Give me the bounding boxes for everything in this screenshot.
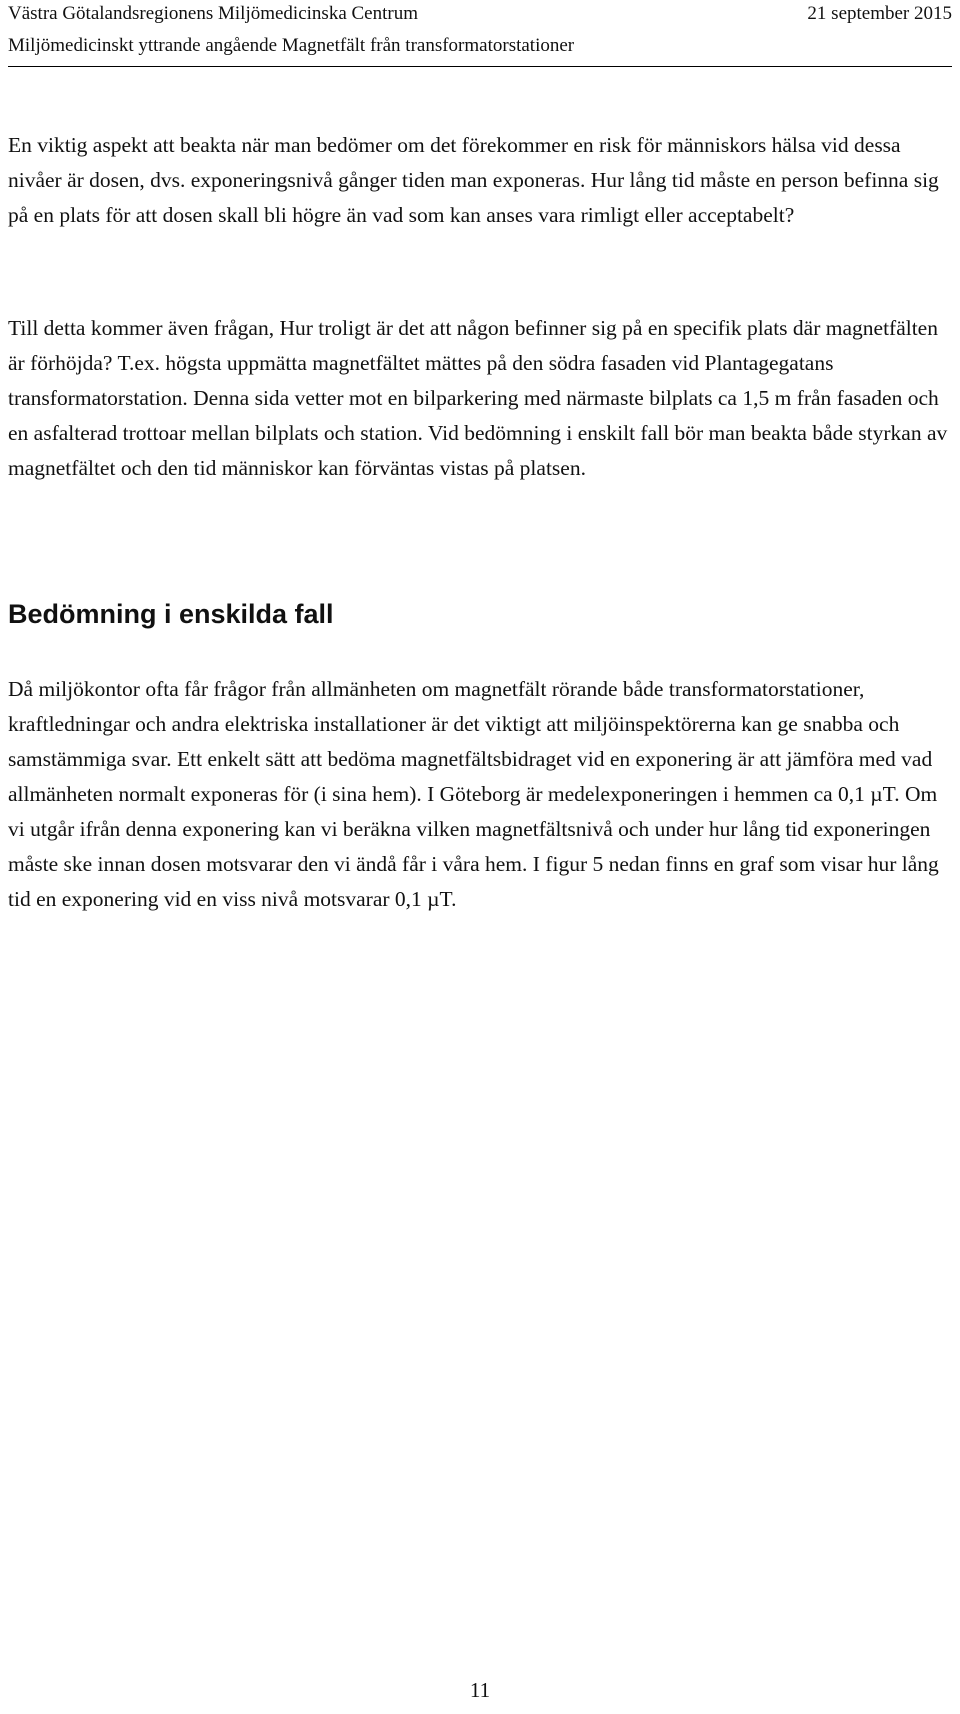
page-number: 11 bbox=[469, 1678, 491, 1702]
header-subtitle: Miljömedicinskt yttrande angående Magnetfält från transformatorstationer bbox=[8, 32, 952, 67]
header-top-row bbox=[8, 0, 952, 28]
header-organization: Västra Götalandsregionens Miljömedicinska Centrum bbox=[8, 3, 418, 24]
paragraph-individual-assessment: Då miljökontor ofta får frågor från allmänheten om magnetfält rörande både transformatorstationer, kraftledningar och andra elektriska installationer är det viktigt att miljöinspektörerna kan ge snabba och samstämmiga svar. Ett enkelt sätt att bedöma magnetfältsbidraget vid en exponering är att jämföra med vad allmänheten normalt exponeras för (i sina hem). I Göteborg är medelexponeringen i hemmen ca 0,1 µT. Om vi utgår ifrån denna exponering kan vi beräkna vilken magnetfältsnivå och under hur lång tid exponeringen måste ske innan dosen motsvarar den vi ändå får i våra hem. I figur 5 nedan finns en graf som visar hur lång tid en exponering vid en viss nivå motsvarar 0,1 µT. bbox=[8, 677, 939, 911]
paragraph-dose-aspect: En viktig aspekt att beakta när man bedömer om det förekommer en risk för människors hälsa vid dessa nivåer är dosen, dvs. exponeringsnivå gånger tiden man exponeras. Hur lång tid måste en person befinna sig på en plats för att dosen skall bli högre än vad som kan anses vara rimligt eller acceptabelt? bbox=[8, 133, 939, 227]
page-header bbox=[8, 0, 952, 67]
paragraph-location-likelihood: Till detta kommer även frågan, Hur troligt är det att någon befinner sig på en specifik plats där magnetfälten är förhöjda? T.ex. högsta uppmätta magnetfältet mättes på den södra fasaden vid Plantagegatans transformatorstation. Denna sida vetter mot en bilparkering med närmaste bilplats ca 1,5 m från fasaden och en asfalterad trottoar mellan bilplats och station. Vid bedömning i enskilt fall bör man beakta både styrkan av magnetfältet och den tid människor kan förväntas vistas på platsen. bbox=[8, 316, 948, 480]
section-heading: Bedömning i enskilda fall bbox=[8, 599, 334, 629]
header-date: 21 september 2015 bbox=[807, 3, 952, 24]
